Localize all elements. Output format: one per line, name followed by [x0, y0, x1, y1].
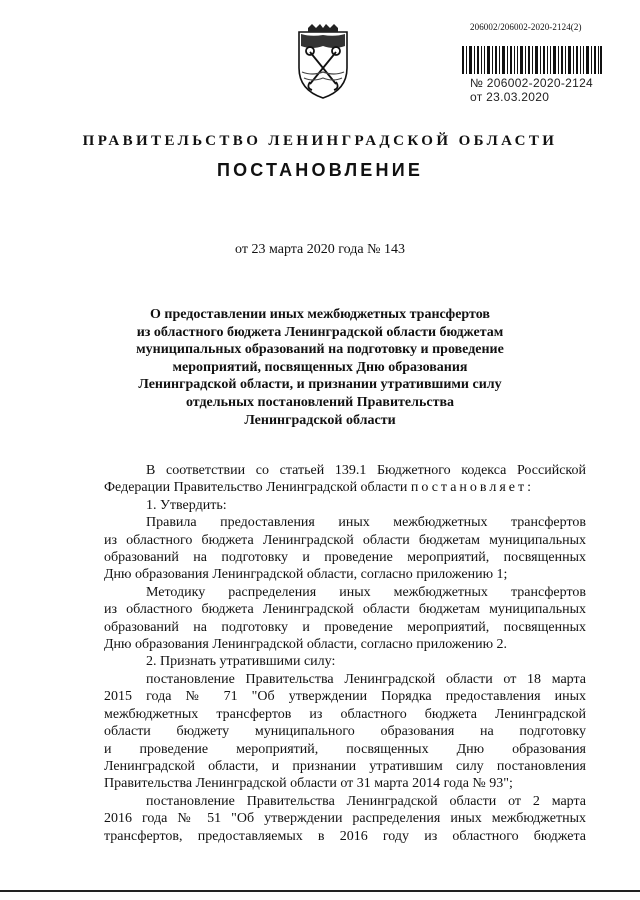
registration-date: от 23.03.2020	[470, 90, 550, 104]
body-line: Дню образования Ленинградской области, согласно приложению 2.	[104, 637, 508, 653]
body-line: трансфертов, предоставляемых в 2016 году из областного бюджета	[104, 828, 586, 844]
registration-stamp	[470, 76, 593, 104]
document-date-number: от 23 марта 2020 года № 143	[235, 242, 405, 257]
subject-line: Ленинградской области, и признании утратившими силу	[138, 377, 502, 393]
barcode	[462, 46, 602, 74]
body-line: В соответствии со статьей 139.1 Бюджетного кодекса Российской	[146, 463, 586, 478]
subject-line: Ленинградской области	[244, 412, 396, 428]
subject-line: О предоставлении иных межбюджетных трансфертов	[150, 307, 490, 322]
coat-of-arms-icon	[296, 24, 350, 100]
body-line: постановление Правительства Ленинградской области от 2 марта	[146, 793, 586, 809]
body-line: области бюджету муниципального образования на подготовку	[104, 724, 586, 740]
body-line: Правила предоставления иных межбюджетных трансфертов	[146, 515, 586, 531]
body-line: постановление Правительства Ленинградской области от 18 марта	[146, 671, 586, 687]
page-bottom-rule	[0, 890, 640, 892]
document-reference-code: 206002/206002-2020-2124(2)	[470, 22, 582, 32]
body-line: Методику распределения иных межбюджетных трансфертов	[146, 584, 586, 600]
body-line: из областного бюджета Ленинградской области бюджетам муниципальных	[104, 602, 586, 618]
issuing-authority: ПРАВИТЕЛЬСТВО ЛЕНИНГРАДСКОЙ ОБЛАСТИ	[82, 133, 558, 149]
subject-line: мероприятий, посвященных Дню образования	[172, 359, 468, 375]
subject-line: муниципальных образований на подготовку и проведение	[136, 342, 504, 358]
document-subject	[120, 306, 520, 429]
body-text: Федерации Правительство Ленинградской области	[104, 480, 411, 496]
body-line: образований на подготовку и проведение мероприятий, посвященных	[104, 619, 586, 635]
body-line: 2. Признать утратившими силу:	[146, 654, 336, 670]
document-type-heading: ПОСТАНОВЛЕНИЕ	[216, 160, 424, 180]
body-line: из областного бюджета Ленинградской области бюджетам муниципальных	[104, 532, 586, 548]
registration-number: № 206002-2020-2124	[470, 76, 594, 90]
body-line: образований на подготовку и проведение мероприятий, посвященных	[104, 550, 586, 566]
body-line: Дню образования Ленинградской области, согласно приложению 1;	[104, 567, 508, 583]
document-body	[104, 462, 586, 845]
body-line: и проведение мероприятий, посвященных Дню образования	[104, 741, 586, 757]
body-line: Правительства Ленинградской области от 31 марта 2014 года № 93";	[104, 776, 513, 792]
body-line: 1. Утвердить:	[146, 497, 227, 513]
subject-line: отдельных постановлений Правительства	[185, 394, 455, 410]
body-line: межбюджетных трансфертов из областного бюджета Ленинградской	[104, 706, 586, 722]
body-line: 2015 года № 71 "Об утверждении Порядка предоставления иных	[104, 689, 586, 705]
body-line: Ленинградской области, и признании утратившим силу постановления	[104, 758, 586, 774]
body-line	[104, 479, 586, 496]
body-line: 2016 года № 51 "Об утверждении распределения иных межбюджетных	[104, 811, 586, 827]
resolution-keyword: постановляет:	[410, 480, 534, 496]
subject-line: из областного бюджета Ленинградской области бюджетам	[136, 324, 504, 340]
